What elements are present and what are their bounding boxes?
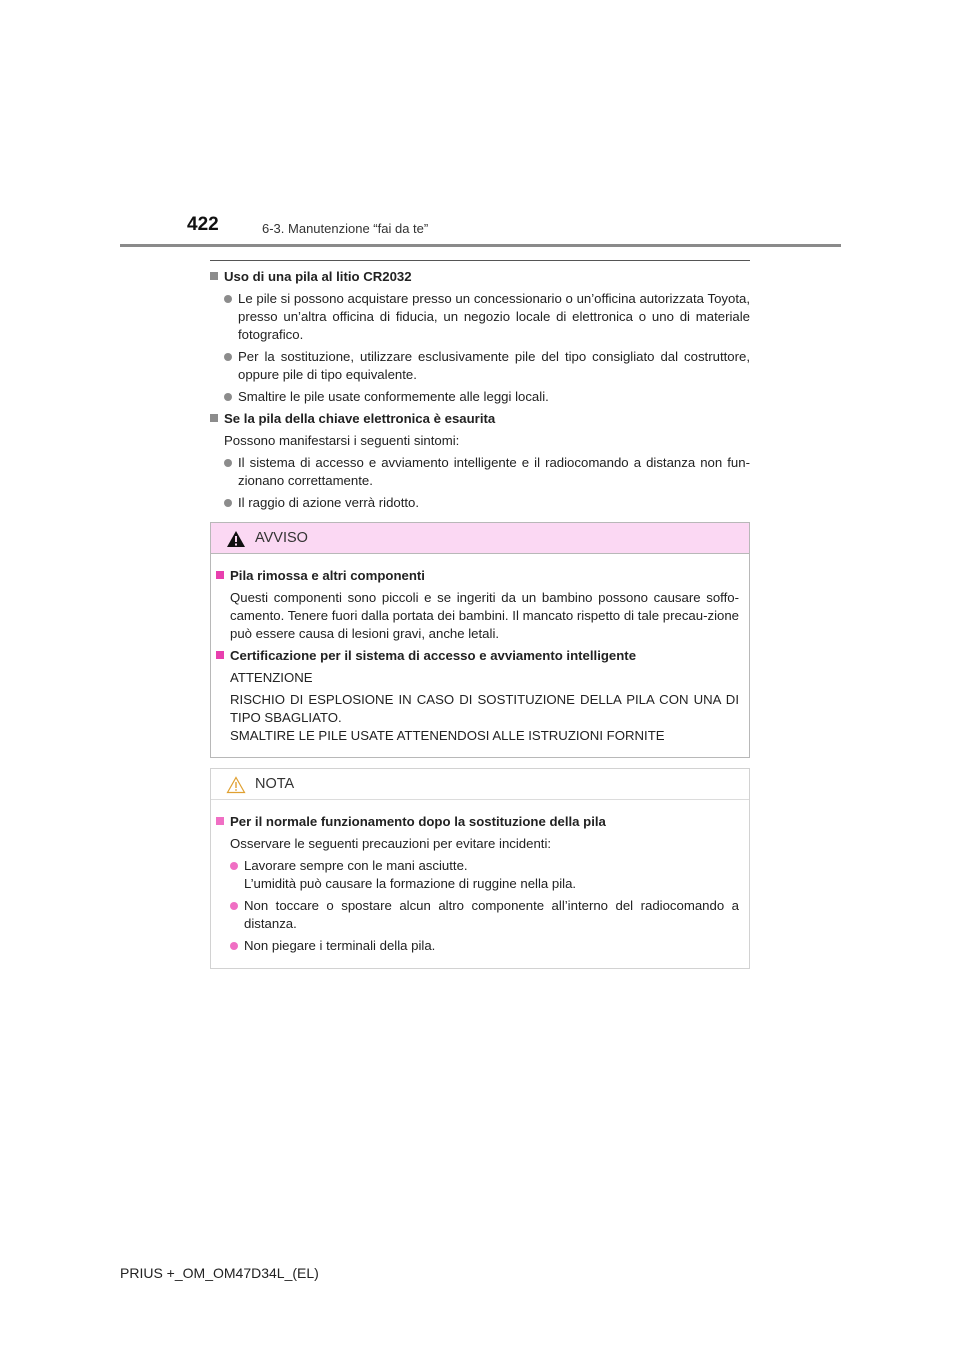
warning-item-text: ATTENZIONE — [230, 670, 313, 685]
square-bullet-icon — [210, 272, 218, 280]
round-bullet-icon — [224, 295, 232, 303]
list-item-text: Il sistema di accesso e avviamento intelligente e il radiocomando a distanza non fun-zionano correttamente. — [238, 455, 750, 488]
section-heading-text: Se la pila della chiave elettronica è esaurita — [224, 411, 496, 426]
warning-item-heading — [216, 647, 739, 665]
list-item — [210, 388, 750, 406]
round-bullet-icon — [230, 942, 238, 950]
note-heading-text: Per il normale funzionamento dopo la sostituzione della pila — [230, 814, 606, 829]
section-intro: Possono manifestarsi i seguenti sintomi: — [224, 433, 460, 448]
list-item-text: Non piegare i terminali della pila. — [244, 938, 436, 953]
round-bullet-icon — [224, 499, 232, 507]
list-item-text: L’umidità può causare la formazione di ruggine nella pila. — [244, 876, 577, 891]
section-heading — [210, 410, 750, 428]
warning-box-header — [211, 523, 749, 554]
list-item-text: Per la sostituzione, utilizzare esclusivamente pile del tipo consigliato dal costruttore, oppure pile di tipo equivalente. — [238, 349, 750, 382]
list-item — [216, 857, 739, 893]
warning-item-heading-text: Certificazione per il sistema di accesso e avviamento intelligente — [230, 648, 637, 663]
page-number: 422 — [187, 214, 219, 235]
round-bullet-icon — [224, 459, 232, 467]
round-bullet-icon — [230, 902, 238, 910]
list-item-text: Non toccare o spostare alcun altro componente all’interno del radiocomando a distanza. — [244, 898, 739, 931]
main-content — [210, 268, 750, 516]
list-item — [216, 937, 739, 955]
list-item — [210, 290, 750, 344]
round-bullet-icon — [224, 393, 232, 401]
list-item-text: Smaltire le pile usate conformemente alle leggi locali. — [238, 389, 549, 404]
square-bullet-icon — [216, 571, 224, 579]
warning-box-title: AVVISO — [255, 530, 308, 546]
note-heading — [216, 813, 739, 831]
warning-item-heading-text: Pila rimossa e altri componenti — [230, 568, 425, 583]
list-item — [210, 494, 750, 512]
header-rule — [120, 244, 841, 247]
content-rule — [210, 260, 750, 261]
note-box-header — [211, 769, 749, 800]
section-title: 6-3. Manutenzione “fai da te” — [262, 221, 429, 236]
note-intro: Osservare le seguenti precauzioni per evitare incidenti: — [230, 836, 552, 851]
warning-item-heading — [216, 567, 739, 585]
warning-item-text: RISCHIO DI ESPLOSIONE IN CASO DI SOSTITUZIONE DELLA PILA CON UNA DI TIPO SBAGLIATO. — [230, 692, 739, 725]
section-heading — [210, 268, 750, 286]
note-box-title: NOTA — [255, 776, 295, 792]
list-item-text: Le pile si possono acquistare presso un concessionario o un’officina autorizzata Toyota, presso un’altra officina di fiducia, un negozio locale di elettronica o uno di materiale fotografico. — [238, 291, 750, 342]
square-bullet-icon — [216, 817, 224, 825]
note-box-body — [211, 800, 749, 955]
warning-triangle-icon — [226, 530, 246, 548]
note-box — [210, 768, 750, 969]
warning-item-text: SMALTIRE LE PILE USATE ATTENENDOSI ALLE ISTRUZIONI FORNITE — [230, 728, 665, 743]
list-item — [210, 348, 750, 384]
footer-model-code: PRIUS +_OM_OM47D34L_(EL) — [120, 1265, 319, 1281]
list-item-text: Lavorare sempre con le mani asciutte. — [244, 858, 468, 873]
square-bullet-icon — [210, 414, 218, 422]
square-bullet-icon — [216, 651, 224, 659]
caution-triangle-icon — [226, 776, 246, 794]
warning-box — [210, 522, 750, 758]
warning-box-body — [211, 554, 749, 745]
warning-item-text: Questi componenti sono piccoli e se ingeriti da un bambino possono causare soffo-camento. Tenere fuori dalla portata dei bambini. Il mancato rispetto di tale precau-zione può essere causa di lesioni gravi, anche letali. — [230, 590, 739, 641]
list-item-text: Il raggio di azione verrà ridotto. — [238, 495, 420, 510]
round-bullet-icon — [230, 862, 238, 870]
list-item — [216, 897, 739, 933]
section-heading-text: Uso di una pila al litio CR2032 — [224, 269, 412, 284]
list-item — [210, 454, 750, 490]
round-bullet-icon — [224, 353, 232, 361]
